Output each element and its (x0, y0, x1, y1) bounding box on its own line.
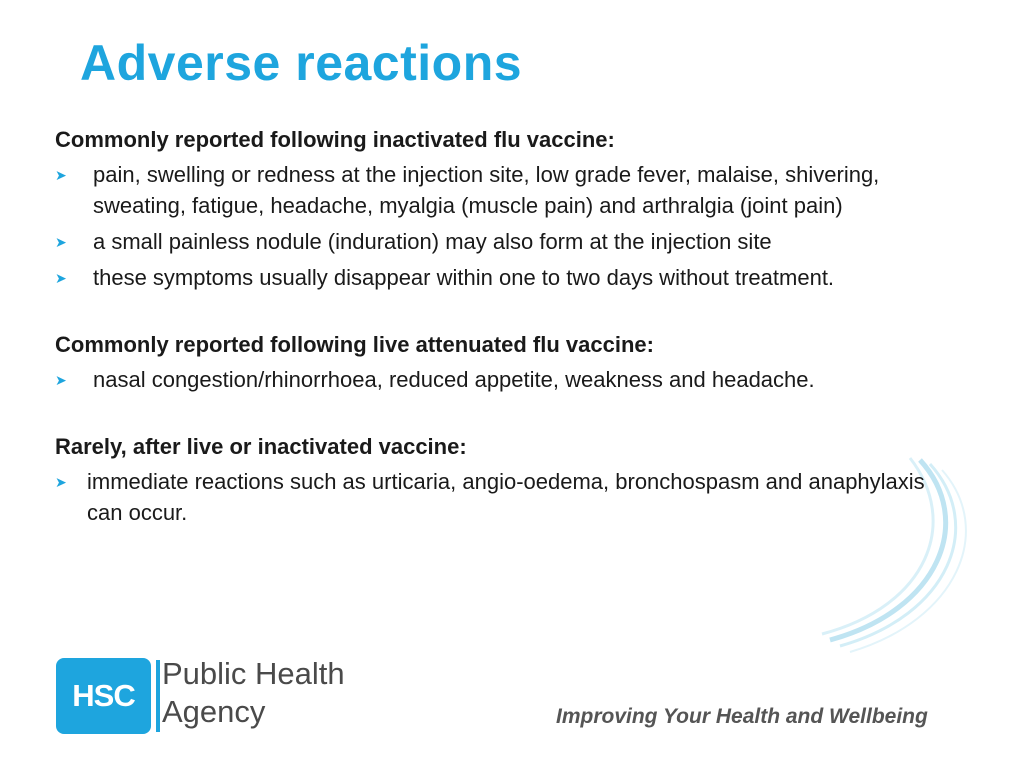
section-rare (55, 431, 955, 528)
list-item-text: nasal congestion/rhinorrhoea, reduced appetite, weakness and headache. (93, 367, 815, 392)
section-heading: Commonly reported following live attenuated flu vaccine: (55, 332, 654, 357)
list-item (55, 226, 955, 257)
section-inactivated (55, 124, 955, 293)
logo-divider (156, 660, 160, 732)
section-heading: Rarely, after live or inactivated vaccine: (55, 434, 467, 459)
page-title: Adverse reactions (80, 35, 523, 91)
list-item-text: a small painless nodule (induration) may also form at the injection site (93, 229, 772, 254)
arrow-bullet-icon: ➤ (55, 474, 67, 490)
list-item (55, 262, 955, 293)
arrow-bullet-icon: ➤ (55, 167, 67, 183)
arrow-bullet-icon: ➤ (55, 270, 67, 286)
footer-tagline: Improving Your Health and Wellbeing (556, 705, 928, 728)
hsc-logo-text: HSC (72, 678, 135, 713)
list-item-text: these symptoms usually disappear within one to two days without treatment. (93, 265, 835, 290)
arrow-bullet-icon: ➤ (55, 372, 67, 388)
list-item-text: pain, swelling or redness at the injection site, low grade fever, malaise, shivering, sweating, fatigue, headache, myalgia (muscle pain) and arthralgia (joint pain) (93, 162, 880, 218)
arrow-bullet-icon: ➤ (55, 234, 67, 250)
section-heading: Commonly reported following inactivated flu vaccine: (55, 127, 615, 152)
section-live-attenuated (55, 329, 955, 395)
list-item (55, 364, 955, 395)
list-item (55, 159, 955, 221)
org-name-line1: Public Health (162, 656, 345, 691)
list-item (55, 466, 955, 528)
slide-content (55, 124, 955, 564)
org-name-line2: Agency (162, 694, 266, 729)
list-item-text: immediate reactions such as urticaria, angio-oedema, bronchospasm and anaphylaxis can occur. (87, 469, 925, 525)
